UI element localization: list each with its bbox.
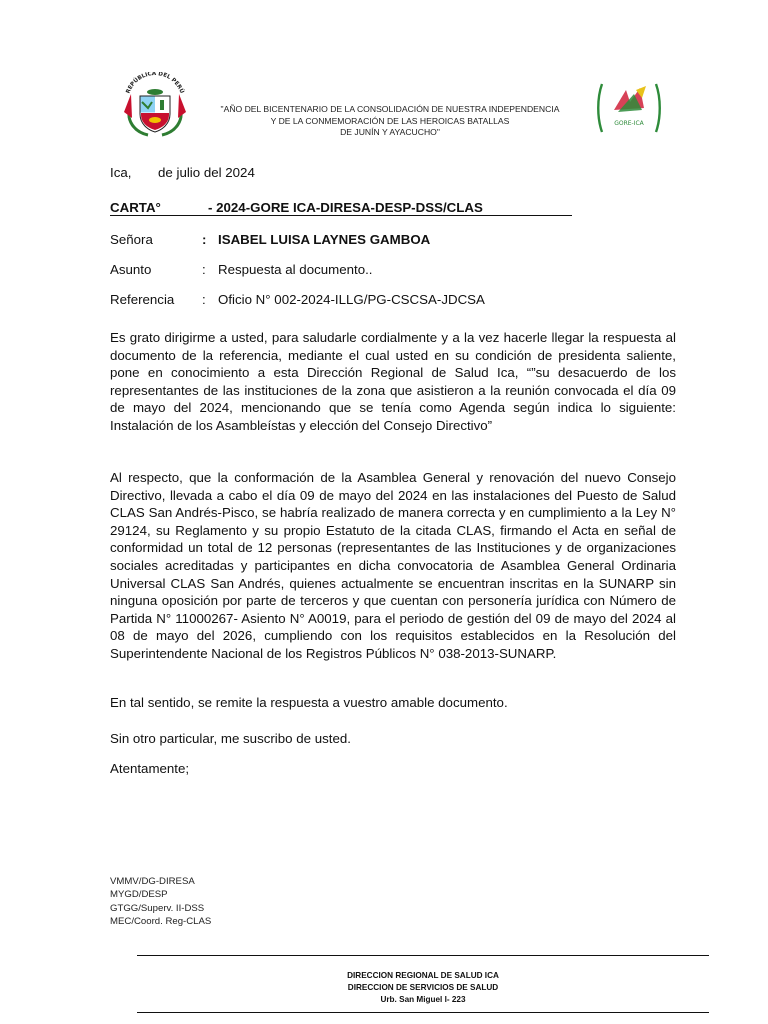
field-colon: :: [202, 292, 206, 307]
carta-prefix: CARTA°: [110, 200, 161, 215]
field-value: Oficio N° 002-2024-ILLG/PG-CSCSA-JDCSA: [218, 292, 485, 307]
year-motto: [210, 104, 570, 139]
footer-address: [300, 970, 546, 1006]
date-city: Ica,: [110, 165, 132, 180]
gore-ica-logo: [596, 80, 662, 136]
field-colon: :: [202, 232, 207, 247]
body-paragraph: Al respecto, que la conformación de la Asamblea General y renovación del nuevo Consejo Directivo, llevada a cabo el día 09 de mayo del 2024 en las instalaciones del Puesto de Salud CLAS San Andrés-Pisco, se habría realizado de manera correcta y en cumplimiento a la Ley N° 29124, su Reglamento y su propio Estatuto de la citada CLAS, firmando el Acta en señal de conformidad un total de 12 personas (representantes de las Instituciones y de organizaciones sociales acreditadas y participantes en dicha convocatoria de Asamblea General Ordinaria Universal CLAS San Andrés, quienes actualmente se encuentran inscritas en la SUNARP sin ninguna oposición por parte de terceros y que cuentan con personería jurídica con Número de Partida N° 11000267- Asiento N° A0019, para el periodo de gestión del 09 de mayo del 2024 al 08 de mayo del 2026, cumpliendo con los requisitos establecidos en la Resolución del Superintendente Nacional de los Registros Públicos N° 038-2013-SUNARP.: [110, 470, 676, 661]
peru-coat-of-arms-logo: [116, 72, 194, 138]
reference-initials: [110, 875, 211, 929]
body-paragraph: En tal sentido, se remite la respuesta a vuestro amable documento.: [110, 695, 508, 710]
motto-line: "AÑO DEL BICENTENARIO DE LA CONSOLIDACIÓN DE NUESTRA INDEPENDENCIA: [220, 104, 560, 114]
field-key: Referencia: [110, 292, 175, 307]
initials-line: MYGD/DESP: [110, 889, 168, 901]
field-value: ISABEL LUISA LAYNES GAMBOA: [218, 232, 431, 247]
footer-divider-bottom: [137, 1012, 709, 1013]
initials-line: GTGG/Superv. II-DSS: [110, 902, 205, 914]
motto-line: DE JUNÍN Y AYACUCHO": [340, 127, 440, 137]
footer-line: DIRECCION REGIONAL DE SALUD ICA: [347, 971, 499, 980]
motto-line: Y DE LA CONMEMORACIÓN DE LAS HEROICAS BATALLAS: [270, 115, 510, 126]
initials-line: MEC/Coord. Reg-CLAS: [110, 916, 212, 928]
footer-divider: [137, 955, 709, 956]
gore-logo-text: GORE-ICA: [614, 120, 644, 127]
footer-line: DIRECCION DE SERVICIOS DE SALUD: [347, 983, 499, 992]
field-colon: :: [202, 262, 206, 277]
closing-line: Sin otro particular, me suscribo de usted.: [110, 731, 351, 746]
field-key: Señora: [110, 232, 153, 247]
field-value: Respuesta al documento..: [218, 262, 373, 277]
letter-number: [110, 200, 572, 216]
footer-line: Urb. San Miguel I- 223: [380, 995, 466, 1004]
salutation: Atentamente;: [110, 761, 190, 776]
field-key: Asunto: [110, 262, 152, 277]
crest-text: REPÚBLICA DEL PERÚ: [125, 72, 185, 95]
initials-line: VMMV/DG-DIRESA: [110, 876, 195, 887]
date-rest: de julio del 2024: [158, 165, 255, 180]
body-paragraph: Es grato dirigirme a usted, para saludarle cordialmente y a la vez hacerle llegar la respuesta al documento de la referencia, mediante el cual usted en su condición de presidenta saliente, pone en conocimiento a esta Dirección Regional de Salud Ica, “”su desacuerdo de los representantes de las instituciones de la zona que asistieron a la reunión convocada el día 09 de mayo del 2024, mencionando que se tenía como Agenda según indica lo siguiente: Instalación de los Asambleístas y elección del Consejo Directivo”: [110, 330, 676, 433]
letter-date: [110, 165, 255, 180]
carta-code: - 2024-GORE ICA-DIRESA-DESP-DSS/CLAS: [208, 200, 483, 215]
